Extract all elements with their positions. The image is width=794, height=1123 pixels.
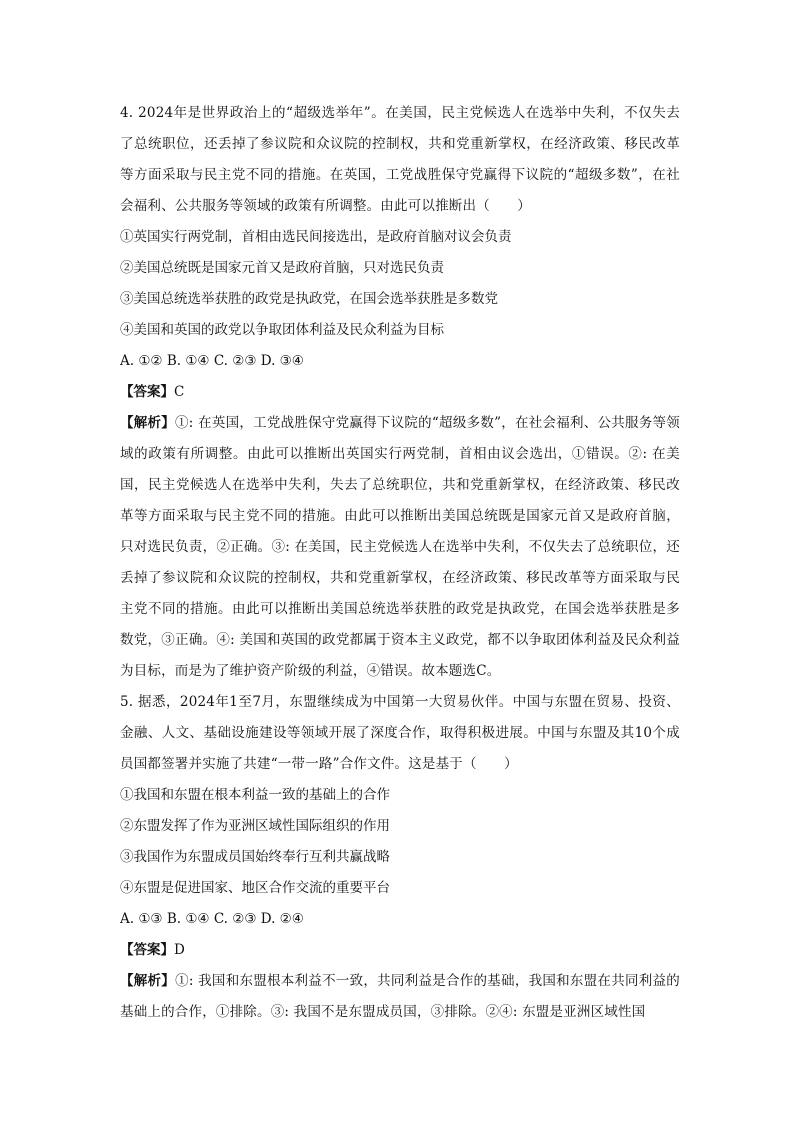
question-4-analysis (120, 408, 680, 687)
answer-label: 【答案】 (120, 942, 174, 958)
question-4-option-1: ①英国实行两党制，首相由选民间接选出，是政府首脑对议会负责 (120, 229, 512, 245)
question-4-option-2: ②美国总统既是国家元首又是政府首脑，只对选民负责 (120, 260, 444, 276)
question-5-choices: A. ①③ B. ①④ C. ②③ D. ②④ (120, 911, 304, 927)
question-5-stem: 5. 据悉，2024年1至7月，东盟继续成为中国第一大贸易伙伴。中国与东盟在贸易、投资、金融、人文、基础设施建设等领域开展了深度合作，取得积极进展。中国与东盟及其10个成员国都签署并实施了共建“一带一路”合作文件。这是基于（ ） (120, 694, 680, 772)
analysis-label: 【解析】 (120, 415, 176, 431)
document-content (120, 98, 680, 1028)
analysis-text: ①: 在英国，工党战胜保守党赢得下议院的“超级多数”，在社会福利、公共服务等领域的政策有所调整。由此可以推断出英国实行两党制，首相由议会选出，①错误。②: 在美国，民主党候选人在选举中失利，失去了总统职位，共和党重新掌权，在经济政策、移民改革等方面采取与民主党不同的措施。由此可以推断出美国总统既是国家元首又是政府首脑，只对选民负责，②正确。③: 在美国，民主党候选人在选举中失利，不仅失去了总统职位，还丢掉了参议院和众议院的控制权，共和党重新掌权，在经济政策、移民改革等方面采取与民主党不同的措施。由此可以推断出美国总统选举获胜的政党是执政党，在国会选举获胜是多数党，③正确。④: 美国和英国的政党都属于资本主义政党，都不以争取团体利益及民众利益为目标，而是为了维护资产阶级的利益，④错误。故本题选C。 (120, 415, 680, 679)
analysis-text: ①: 我国和东盟根本利益不一致，共同利益是合作的基础，我国和东盟在共同利益的基础上的合作，①排除。③: 我国不是东盟成员国，③排除。②④: 东盟是亚洲区域性国 (120, 973, 680, 1020)
answer-label: 【答案】 (120, 384, 174, 400)
question-5-answer (120, 935, 680, 966)
answer-value: C (174, 384, 185, 400)
answer-value: D (174, 942, 185, 958)
question-4-stem: 4. 2024年是世界政治上的“超级选举年”。在美国，民主党候选人在选举中失利，不仅失去了总统职位，还丢掉了参议院和众议院的控制权，共和党重新掌权，在经济政策、移民改革等方面采取与民主党不同的措施。在英国，工党战胜保守党赢得下议院的“超级多数”，在社会福利、公共服务等领域的政策有所调整。由此可以推断出（ ） (120, 105, 680, 214)
question-4-option-4: ④美国和英国的政党以争取团体利益及民众利益为目标 (120, 322, 444, 338)
question-4-option-3: ③美国总统选举获胜的政党是执政党，在国会选举获胜是多数党 (120, 291, 498, 307)
analysis-label: 【解析】 (120, 973, 176, 989)
question-4-answer (120, 377, 680, 408)
question-4-choices: A. ①② B. ①④ C. ②③ D. ③④ (120, 353, 304, 369)
question-5-option-2: ②东盟发挥了作为亚洲区域性国际组织的作用 (120, 818, 390, 834)
question-5-option-4: ④东盟是促进国家、地区合作交流的重要平台 (120, 880, 390, 896)
question-5-option-3: ③我国作为东盟成员国始终奉行互利共赢战略 (120, 849, 390, 865)
question-5-analysis (120, 966, 680, 1028)
question-5-option-1: ①我国和东盟在根本利益一致的基础上的合作 (120, 787, 390, 803)
